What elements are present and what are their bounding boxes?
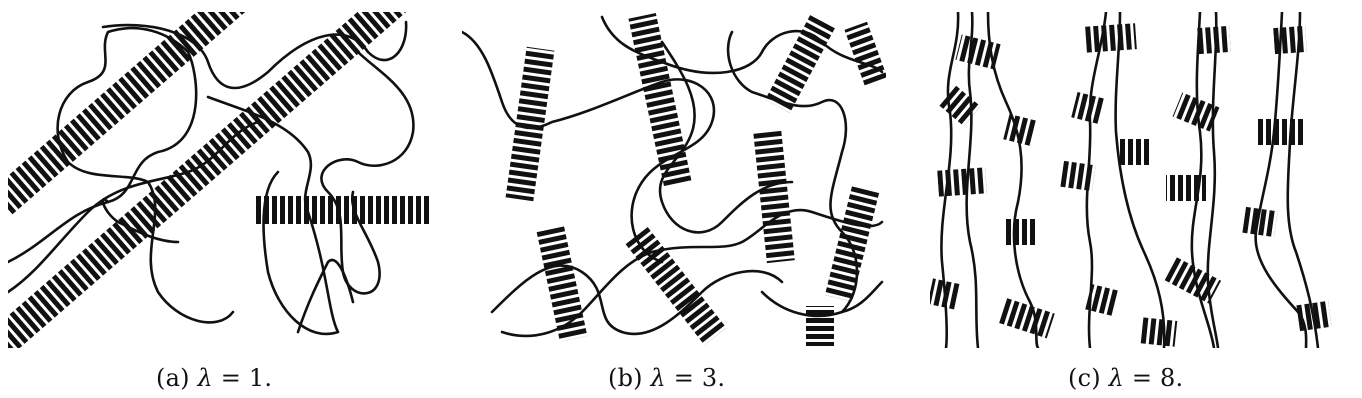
caption-b-symbol: λ [650, 364, 666, 392]
stripe-block [1273, 26, 1307, 54]
stripe-block [825, 186, 879, 301]
caption-a-symbol: λ [197, 364, 213, 392]
caption-a-suffix: = 1. [212, 364, 273, 392]
stripe-block [1083, 23, 1137, 53]
stripe-block [1258, 119, 1306, 145]
caption-c-suffix: = 8. [1124, 364, 1184, 392]
stripe-block [1139, 317, 1178, 347]
panel-c-stripe-blocks [930, 23, 1332, 347]
panel-b [462, 12, 886, 348]
stripe-block [806, 306, 834, 346]
stripe-block [1120, 139, 1152, 165]
panel-c-chains [941, 12, 1318, 348]
stripe-block [765, 15, 835, 113]
stripe-block [537, 226, 588, 341]
stripe-block [753, 129, 795, 263]
stripe-block [939, 86, 980, 126]
caption-c-symbol: λ [1108, 364, 1125, 392]
stripe-block [256, 196, 432, 224]
stripe-block [1006, 219, 1038, 245]
panel-a-drawing [8, 12, 438, 348]
caption-a [156, 364, 272, 392]
stripe-block [1071, 92, 1104, 124]
stripe-block [955, 35, 1000, 70]
stripe-block [1296, 301, 1331, 331]
stripe-block [626, 227, 727, 345]
panel-b-stripe-blocks [506, 13, 886, 346]
stripe-block [937, 167, 987, 196]
panel-c-drawing [930, 12, 1350, 348]
stripe-block [1060, 161, 1095, 191]
stripe-block [1197, 26, 1231, 54]
stripe-block [628, 13, 691, 187]
panel-b-drawing [462, 12, 886, 348]
caption-a-prefix: (a) [156, 364, 198, 392]
panel-c [930, 12, 1350, 348]
caption-b-suffix: = 3. [665, 364, 726, 392]
stripe-block [930, 278, 960, 309]
stripe-block [1242, 207, 1277, 237]
caption-c [1068, 364, 1183, 392]
caption-b-prefix: (b) [608, 364, 651, 392]
stripe-block [1003, 114, 1036, 146]
panel-a [8, 12, 438, 348]
stripe-block [844, 22, 886, 87]
caption-c-prefix: (c) [1068, 364, 1109, 392]
stripe-block [8, 12, 418, 348]
caption-b [608, 364, 725, 392]
stripe-block [997, 298, 1054, 339]
stripe-block [1166, 175, 1206, 201]
